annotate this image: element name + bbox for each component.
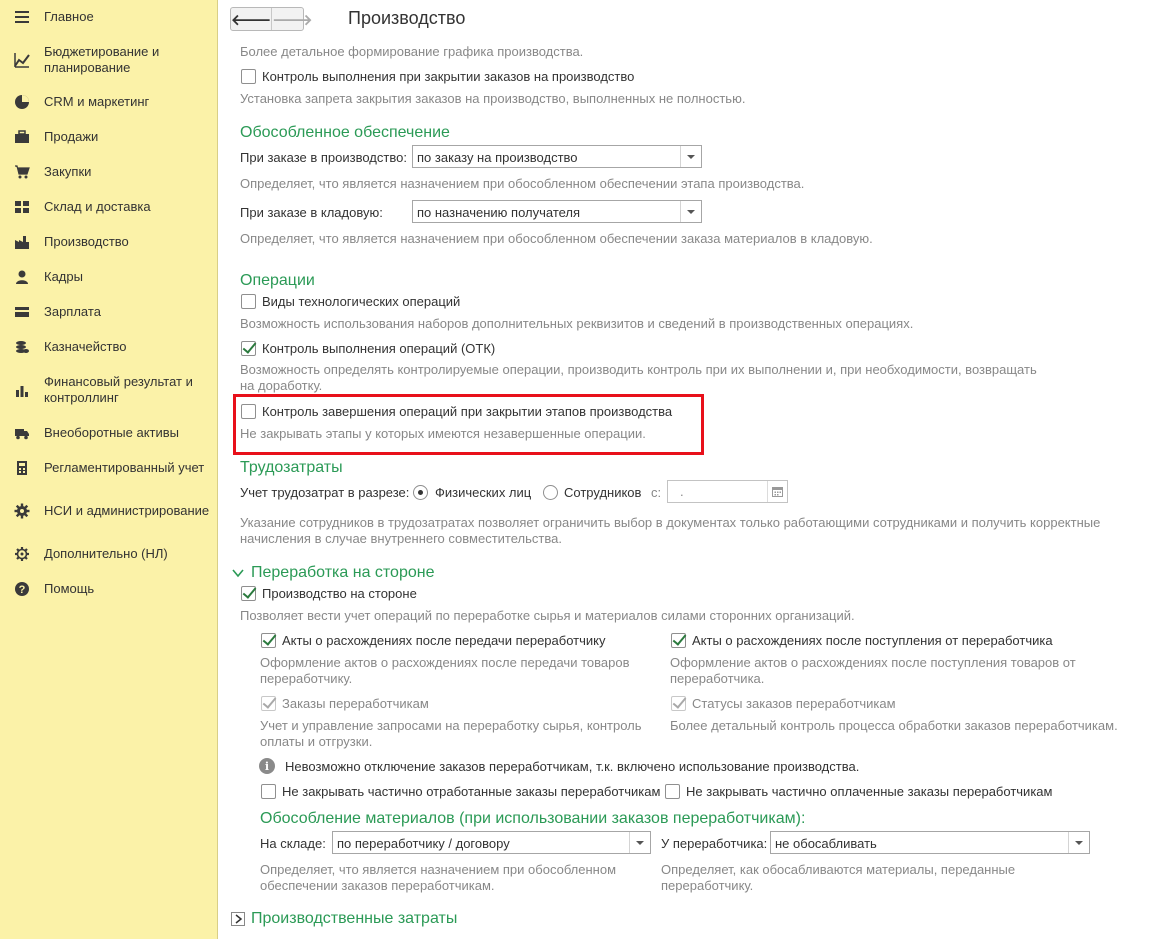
chevron-down-icon[interactable] (1068, 832, 1089, 853)
production-costs-title[interactable]: Производственные затраты (251, 910, 458, 927)
chevron-down-icon[interactable] (231, 566, 245, 580)
processor-orders-label: Заказы переработчикам (282, 696, 429, 711)
at-processor-label: У переработчика: (661, 836, 768, 851)
sidebar-item-regulated-accounting[interactable] (0, 451, 217, 485)
info-icon: i (259, 758, 275, 774)
at-warehouse-value: по переработчику / договору (337, 836, 510, 851)
completion-control-label: Контроль завершения операций при закрытии этапов производства (262, 404, 673, 419)
otk-control-hint: Возможность определять контролируемые операции, производить контроль при их выполнении и, при необходимости, возвращать на доработку. (240, 362, 1037, 393)
processor-orders-hint: Учет и управление запросами на переработку сырья, контроль оплаты и отгрузки. (260, 718, 642, 749)
sidebar (0, 0, 218, 939)
sidebar-item-label: Казначейство (44, 339, 127, 354)
sidebar-item-label: Финансовый результат и контроллинг (44, 374, 193, 405)
sidebar-item-financial-result[interactable] (0, 372, 217, 408)
sidebar-item-label: Главное (44, 9, 94, 24)
sidebar-item-salary[interactable] (0, 295, 217, 329)
calendar-icon[interactable] (767, 481, 787, 502)
sidebar-item-budgeting[interactable] (0, 42, 217, 78)
outsourcing-enabled-hint: Позволяет вести учет операций по переработке сырья и материалов силами сторонних организаций. (240, 608, 855, 623)
page-title: Производство (348, 8, 466, 28)
warehouse-order-label: При заказе в кладовую: (240, 205, 383, 220)
acts-after-transfer-label: Акты о расхождениях после передачи переработчику (282, 633, 606, 648)
radio-employees-label: Сотрудников (564, 485, 642, 500)
radio-employees[interactable] (543, 485, 558, 500)
warehouse-order-select[interactable] (412, 200, 702, 223)
at-warehouse-hint: Определяет, что является назначением при обособленном обеспечении заказов переработчикам. (260, 862, 617, 893)
materials-title: Обособление материалов (при использовании заказов переработчикам): (260, 810, 806, 827)
completion-control-checkbox[interactable] (241, 404, 256, 419)
wallet-card-icon (13, 303, 31, 321)
separate-supply-title: Обособленное обеспечение (240, 124, 450, 141)
at-warehouse-label: На складе: (260, 836, 326, 851)
operation-types-hint: Возможность использования наборов дополнительных реквизитов и сведений в производственных операциях. (240, 316, 914, 331)
coins-icon (13, 338, 31, 356)
processor-orders-checkbox[interactable] (261, 696, 276, 711)
not-close-worked-checkbox[interactable] (261, 784, 276, 799)
info-text: Невозможно отключение заказов переработчикам, т.к. включено использование производства. (285, 759, 860, 774)
factory-icon (13, 233, 31, 251)
outsourcing-enabled-checkbox[interactable] (241, 586, 256, 601)
chevron-down-icon[interactable] (629, 832, 650, 853)
sidebar-item-label: CRM и маркетинг (44, 94, 150, 109)
budget-chart-icon (13, 51, 31, 69)
sidebar-item-label: Внеоборотные активы (44, 425, 180, 440)
sidebar-item-label: Дополнительно (НЛ) (44, 546, 168, 561)
operation-types-label: Виды технологических операций (262, 294, 461, 309)
chevron-down-icon[interactable] (680, 201, 701, 222)
gear-icon (13, 502, 31, 520)
acts-after-transfer-hint: Оформление актов о расхождениях после передачи товаров переработчику. (260, 655, 630, 686)
processor-statuses-label: Статусы заказов переработчикам (692, 696, 896, 711)
arrow-right-icon: 🡒 (272, 11, 313, 29)
labor-title: Трудозатраты (240, 459, 343, 476)
person-icon (13, 268, 31, 286)
cart-icon (13, 163, 31, 181)
chevron-down-icon[interactable] (680, 146, 701, 167)
at-warehouse-select[interactable] (332, 831, 651, 854)
operation-types-checkbox[interactable] (241, 294, 256, 309)
prod-order-hint: Определяет, что является назначением при обособленном обеспечении этапа производства. (240, 176, 805, 191)
briefcase-icon (13, 128, 31, 146)
prod-order-label: При заказе в производство: (240, 150, 407, 165)
control-close-orders-checkbox[interactable] (241, 69, 256, 84)
not-close-worked-label: Не закрывать частично отработанные заказы переработчикам (282, 784, 661, 799)
processor-statuses-checkbox[interactable] (671, 696, 686, 711)
labor-hint: Указание сотрудников в трудозатратах позволяет ограничить выбор в документах только работающими сотрудниками и получить корректные начисления в случае внутреннего совместительства. (240, 515, 1101, 546)
sidebar-item-hr[interactable] (0, 260, 217, 294)
control-close-orders-hint: Установка запрета закрытия заказов на производство, выполненных не полностью. (240, 91, 746, 106)
menu-icon (13, 8, 31, 26)
sidebar-item-label: Закупки (44, 164, 92, 179)
chevron-right-icon[interactable] (231, 912, 245, 926)
warehouse-order-hint: Определяет, что является назначением при обособленном обеспечении заказа материалов в кладовую. (240, 231, 873, 246)
sidebar-item-crm[interactable] (0, 85, 217, 119)
radio-individuals-label: Физических лиц (435, 485, 532, 500)
sidebar-item-purchases[interactable] (0, 155, 217, 189)
sidebar-item-label: Бюджетирование и планирование (44, 44, 160, 75)
labor-breakdown-label: Учет трудозатрат в разрезе: (240, 485, 410, 500)
at-processor-select[interactable] (770, 831, 1090, 854)
prod-order-value: по заказу на производство (417, 150, 578, 165)
forward-button[interactable] (272, 8, 312, 30)
at-processor-value: не обосабливать (775, 836, 877, 851)
date-from-input[interactable] (667, 480, 788, 503)
schedule-hint: Более детальное формирование графика производства. (240, 44, 584, 59)
acts-after-transfer-checkbox[interactable] (261, 633, 276, 648)
pie-chart-icon (13, 93, 31, 111)
control-close-orders-label: Контроль выполнения при закрытии заказов на производство (262, 69, 635, 84)
outsourcing-enabled-label: Производство на стороне (262, 586, 417, 601)
sidebar-item-admin[interactable] (0, 493, 217, 529)
calculator-icon (13, 459, 31, 477)
otk-control-label: Контроль выполнения операций (ОТК) (262, 341, 496, 356)
sidebar-item-warehouse[interactable] (0, 190, 217, 224)
not-close-paid-checkbox[interactable] (665, 784, 680, 799)
acts-after-receipt-label: Акты о расхождениях после поступления от переработчика (692, 633, 1053, 648)
warehouse-order-value: по назначению получателя (417, 205, 581, 220)
svg-text:?: ? (18, 584, 26, 596)
operations-title: Операции (240, 272, 315, 289)
outsourcing-title[interactable]: Переработка на стороне (251, 564, 435, 581)
truck-icon (13, 424, 31, 442)
not-close-paid-label: Не закрывать частично оплаченные заказы переработчикам (686, 784, 1053, 799)
date-value: . (680, 484, 684, 499)
prod-order-select[interactable] (412, 145, 702, 168)
sidebar-item-additional[interactable] (0, 537, 217, 571)
sidebar-item-sales[interactable] (0, 120, 217, 154)
sidebar-item-main[interactable] (0, 0, 217, 34)
acts-after-receipt-hint: Оформление актов о расхождениях после поступления товаров от переработчика. (670, 655, 1076, 686)
sidebar-item-production[interactable] (0, 225, 217, 259)
gear-outline-icon (13, 545, 31, 563)
otk-control-checkbox[interactable] (241, 341, 256, 356)
at-processor-hint: Определяет, как обосабливаются материалы, переданные переработчику. (661, 862, 1016, 893)
sidebar-item-label: Кадры (44, 269, 83, 284)
radio-individuals[interactable] (413, 485, 428, 500)
bar-chart-icon (13, 381, 31, 399)
sidebar-item-treasury[interactable] (0, 330, 217, 364)
date-from-label: с: (651, 485, 662, 500)
acts-after-receipt-checkbox[interactable] (671, 633, 686, 648)
sidebar-item-label: Склад и доставка (44, 199, 151, 214)
help-icon (13, 580, 31, 598)
sidebar-item-label: Помощь (44, 581, 95, 596)
sidebar-item-label: Производство (44, 234, 129, 249)
sidebar-item-label: Продажи (44, 129, 99, 144)
history-nav (230, 7, 313, 31)
sidebar-item-fixed-assets[interactable] (0, 416, 217, 450)
arrow-left-icon: 🡐 (231, 11, 272, 29)
warehouse-grid-icon (13, 198, 31, 216)
sidebar-item-help[interactable] (0, 572, 217, 606)
sidebar-item-label: Зарплата (44, 304, 101, 319)
sidebar-item-label: Регламентированный учет (44, 460, 205, 475)
sidebar-item-label: НСИ и администрирование (44, 503, 210, 518)
back-button[interactable] (231, 8, 272, 30)
processor-statuses-hint: Более детальный контроль процесса обработки заказов переработчикам. (670, 718, 1118, 733)
completion-control-hint: Не закрывать этапы у которых имеются незавершенные операции. (240, 426, 646, 441)
